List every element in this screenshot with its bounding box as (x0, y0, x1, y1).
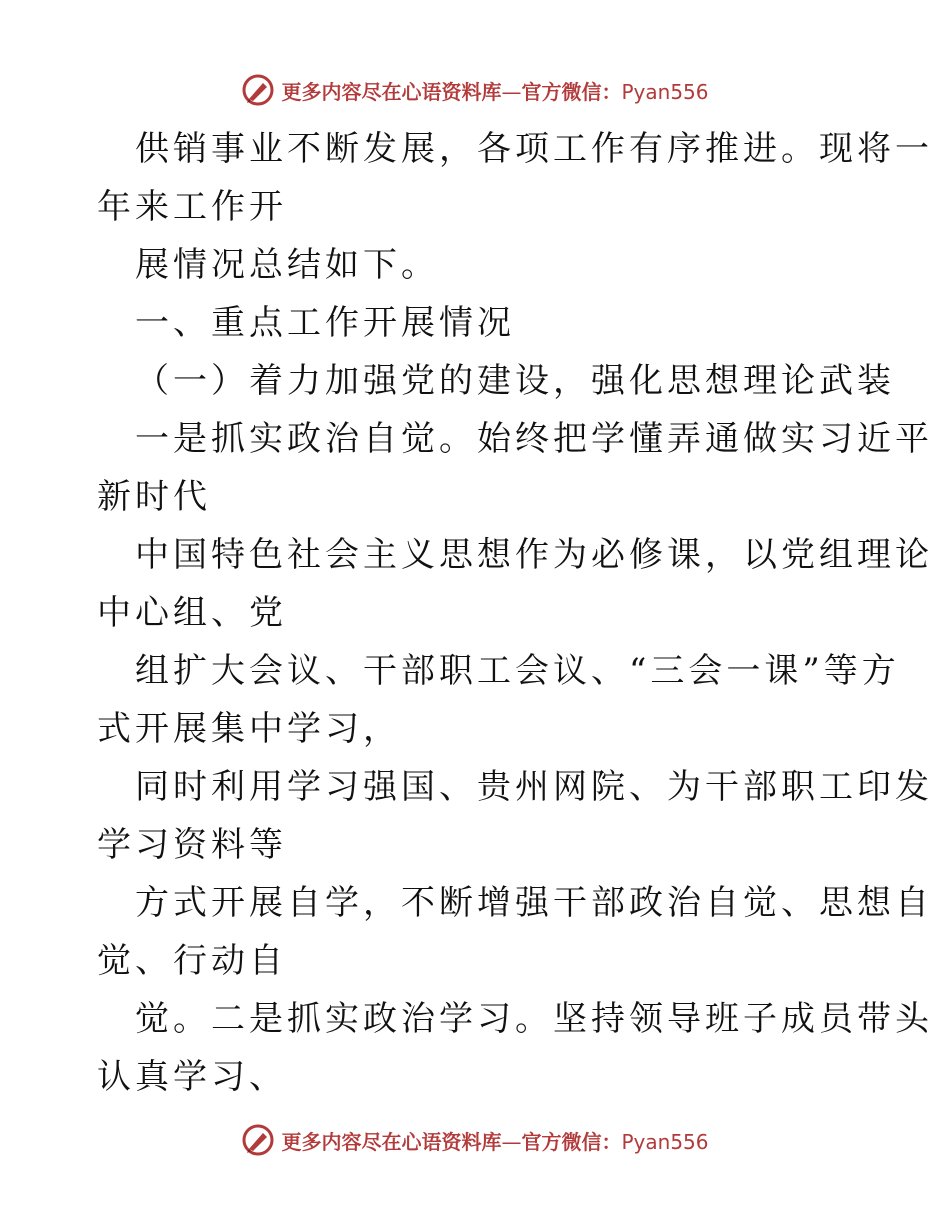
body-line-2: 年来工作开 (97, 187, 287, 227)
body-line-15: 觉、行动自 (97, 941, 287, 981)
body-line-8: 中国特色社会主义思想作为必修课，以党组理论 (135, 535, 933, 575)
footer-watermark-text (281, 1126, 708, 1155)
header-watermark-main: 更多内容尽在心语资料库 (281, 79, 502, 104)
body-line-6: 一是抓实政治自觉。始终把学懂弄通做实习近平 (135, 419, 933, 459)
header-watermark-text (281, 76, 708, 105)
body-line-3: 展情况总结如下。 (135, 245, 439, 285)
subsection-heading: （一）着力加强党的建设，强化思想理论武装 (135, 361, 895, 401)
footer-watermark-handle: Pyan556 (621, 1129, 709, 1154)
body-line-17: 认真学习、 (97, 1057, 287, 1097)
body-line-11: 式开展集中学习， (97, 709, 401, 749)
header-watermark-sep: — (501, 79, 522, 104)
pen-logo-icon (241, 1123, 275, 1157)
pen-logo-icon (241, 73, 275, 107)
footer-watermark (0, 1120, 950, 1160)
body-line-13: 学习资料等 (97, 825, 287, 865)
footer-watermark-main: 更多内容尽在心语资料库 (281, 1129, 502, 1154)
body-line-9: 中心组、党 (97, 593, 287, 633)
header-watermark-handle: Pyan556 (621, 79, 709, 104)
header-watermark-wechat: 官方微信： (521, 79, 622, 104)
footer-watermark-sep: — (501, 1129, 522, 1154)
section-heading: 一、重点工作开展情况 (135, 303, 515, 343)
footer-watermark-wechat: 官方微信： (521, 1129, 622, 1154)
body-line-16: 觉。二是抓实政治学习。坚持领导班子成员带头 (135, 999, 933, 1039)
header-watermark (0, 70, 950, 110)
body-line-10: 组扩大会议、干部职工会议、“三会一课”等方 (135, 651, 900, 691)
body-line-12: 同时利用学习强国、贵州网院、为干部职工印发 (135, 767, 933, 807)
body-line-14: 方式开展自学，不断增强干部政治自觉、思想自 (135, 883, 933, 923)
body-line-7: 新时代 (97, 477, 211, 517)
body-line-1: 供销事业不断发展，各项工作有序推进。现将一 (135, 129, 933, 169)
document-body (97, 120, 933, 1106)
